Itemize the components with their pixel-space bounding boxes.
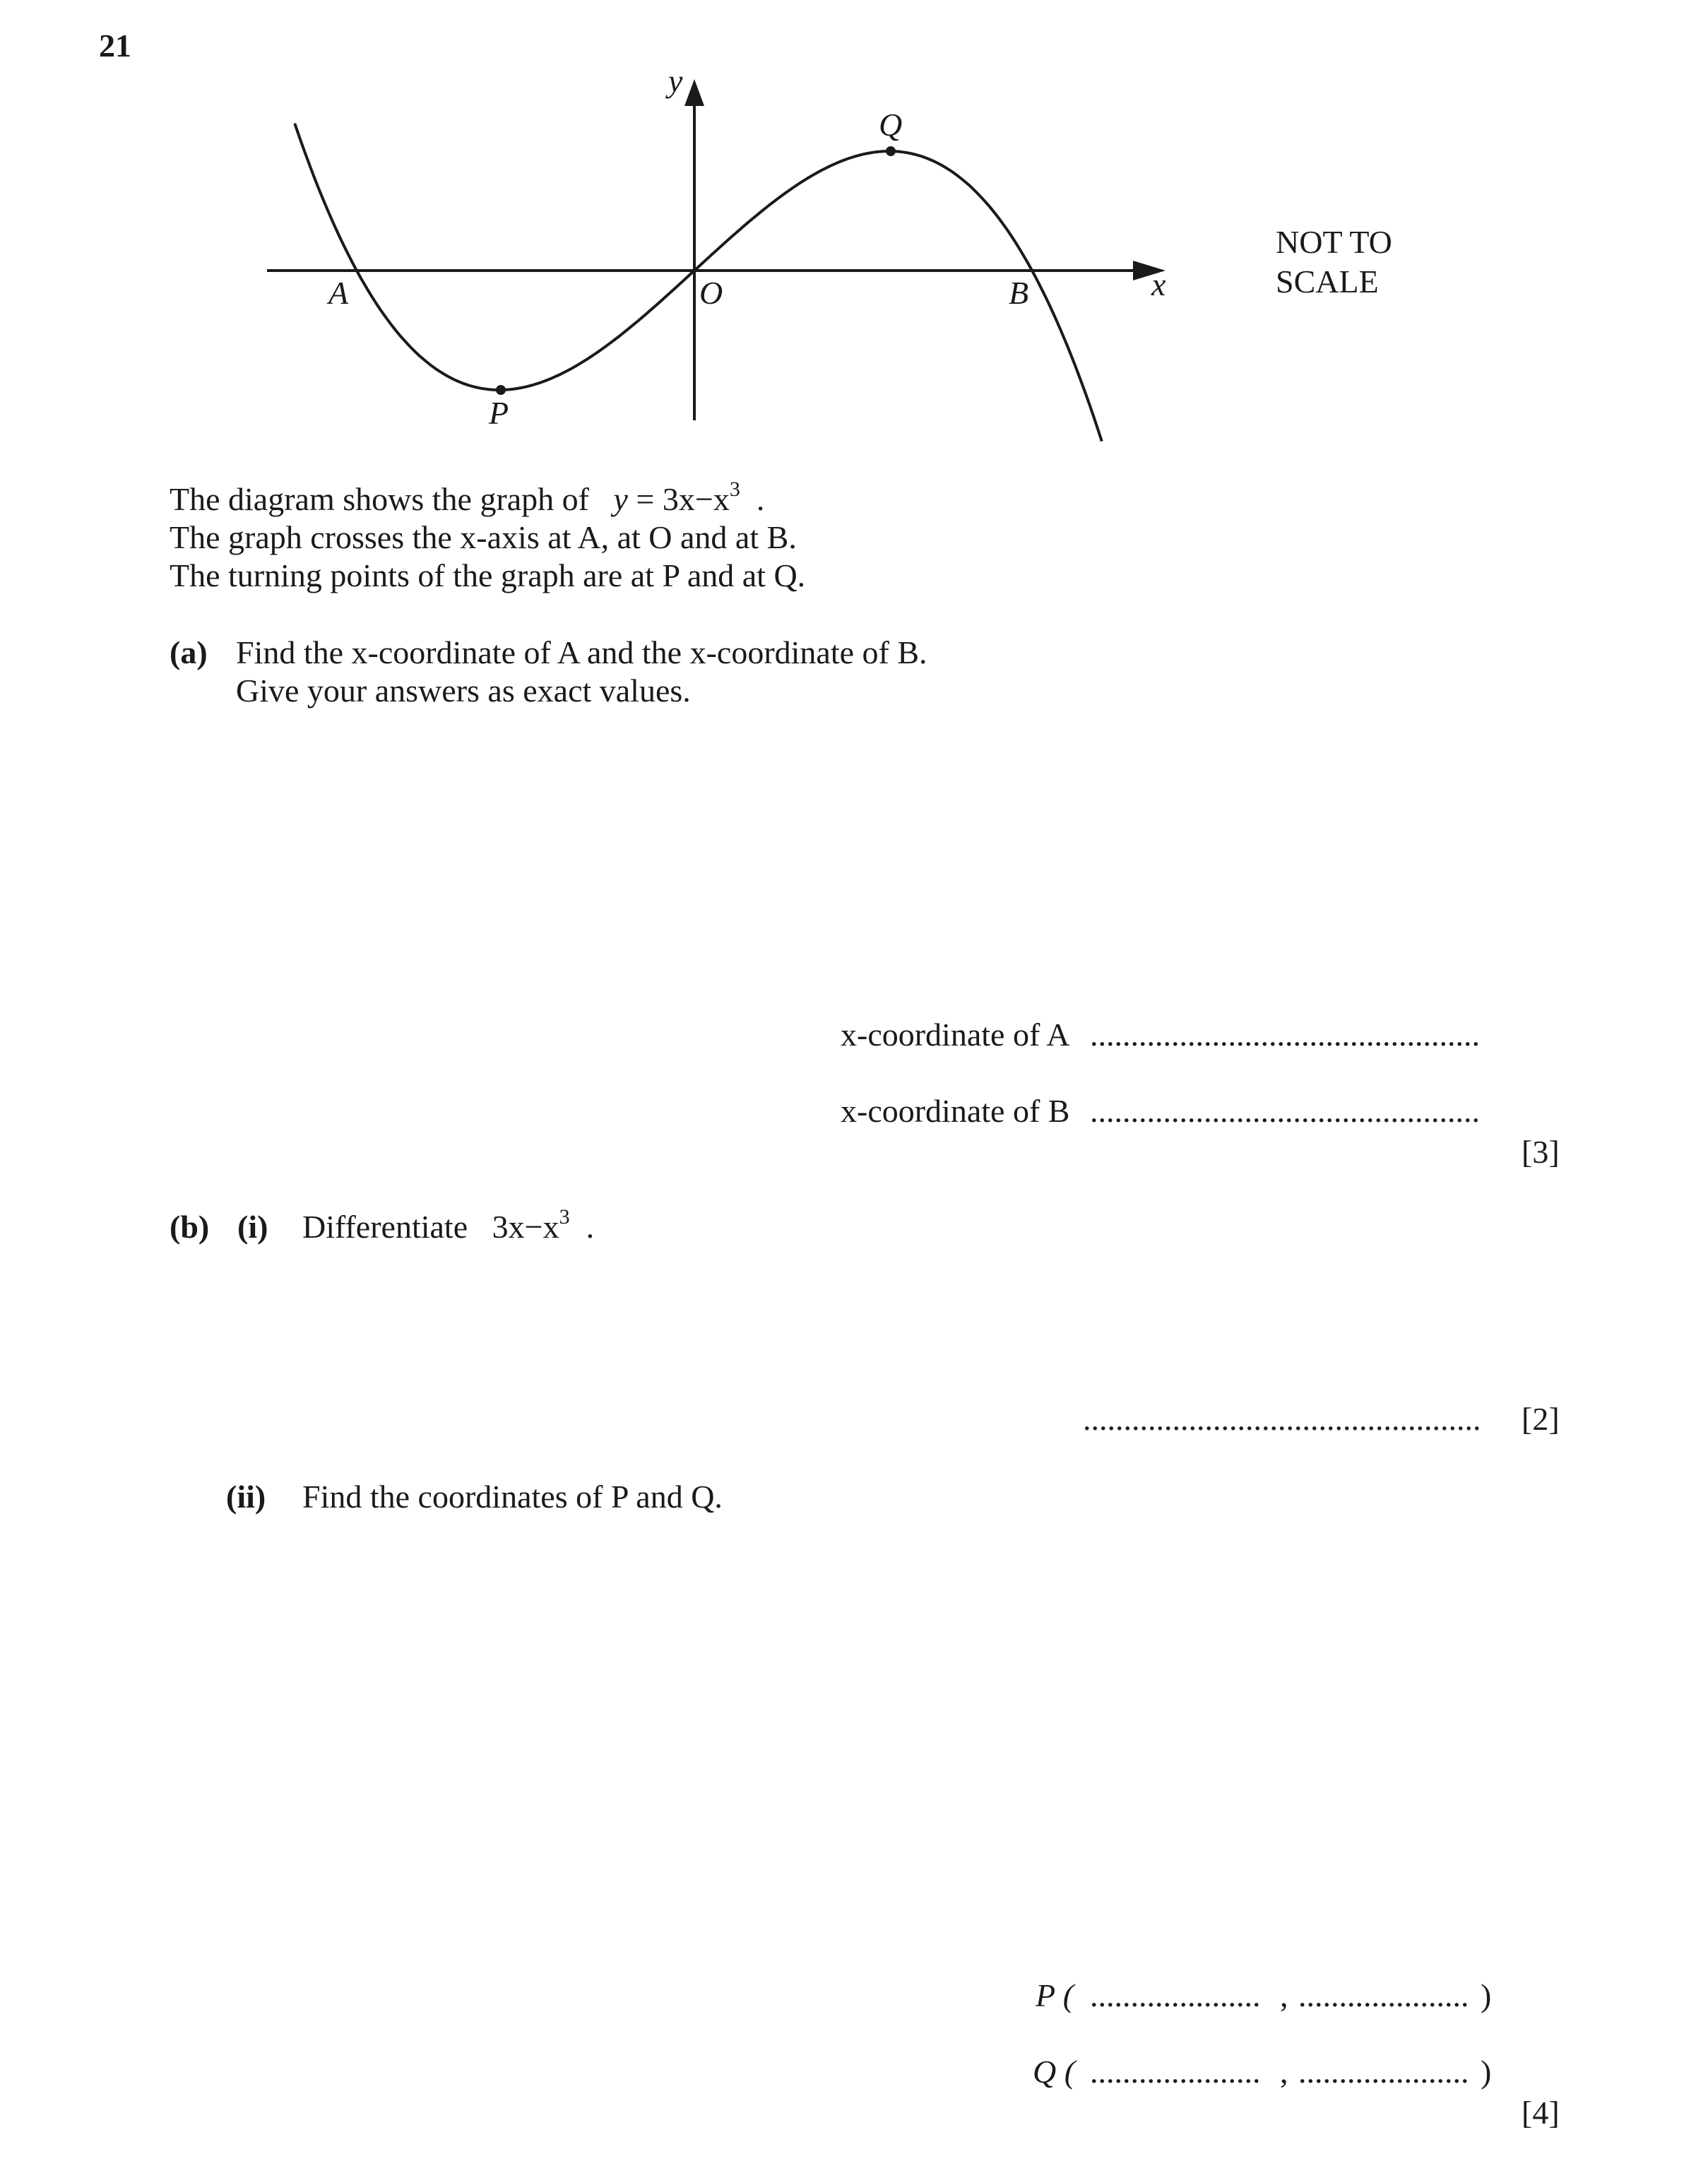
question-number: 21 <box>99 28 131 64</box>
answer-Q-label: Q ( <box>1033 2054 1076 2090</box>
label-O: O <box>699 275 723 311</box>
part-b-i-marks: [2] <box>1522 1401 1560 1437</box>
intro-line3: The turning points of the graph are at P and at Q. <box>170 557 806 593</box>
part-b-i-text: Differentiate $3x-x^3$ . <box>302 1204 595 1245</box>
answer-Q-comma: , <box>1280 2054 1288 2090</box>
answer-P-comma: , <box>1280 1977 1288 2013</box>
part-a-line1: Find the x-coordinate of A and the x-coordinate of B. <box>236 634 927 670</box>
x-axis-label: x <box>1151 266 1166 302</box>
answer-B-label: x-coordinate of B <box>841 1093 1070 1129</box>
part-b-ii-text: Find the coordinates of P and Q. <box>302 1479 723 1515</box>
cubic-graph-diagram <box>0 0 1708 495</box>
part-b-label: (b) <box>170 1209 210 1245</box>
label-A: A <box>328 275 349 311</box>
label-Q: Q <box>879 107 903 143</box>
not-to-scale-line2: SCALE <box>1276 264 1379 300</box>
answer-Q-close: ) <box>1481 2054 1492 2090</box>
part-a-marks: [3] <box>1522 1134 1560 1170</box>
answer-P-label: P ( <box>1036 1977 1074 2013</box>
point-Q-marker <box>886 146 896 156</box>
y-axis-arrow-icon <box>684 79 704 106</box>
answer-Q-y-field[interactable]: ..................... <box>1298 2054 1469 2090</box>
point-P-marker <box>496 385 506 395</box>
label-P: P <box>489 395 509 431</box>
equation-rhs: = 3x−x <box>636 481 730 517</box>
curve-line <box>295 124 1102 442</box>
answer-P-close: ) <box>1481 1977 1492 2013</box>
part-a-line2: Give your answers as exact values. <box>236 673 691 709</box>
label-B: B <box>1009 275 1029 311</box>
answer-Q-x-field[interactable]: ..................... <box>1090 2054 1261 2090</box>
answer-A-label: x-coordinate of A <box>841 1017 1070 1053</box>
part-b-i-answer-field[interactable]: ................................................. <box>1083 1401 1481 1437</box>
part-b-i-label: (i) <box>237 1209 268 1245</box>
part-b-i-expr: 3x−x <box>492 1209 559 1245</box>
y-axis-label: y <box>668 63 683 99</box>
answer-A-field[interactable]: ................................................ <box>1090 1017 1480 1053</box>
answer-B-field[interactable]: ................................................ <box>1090 1093 1480 1129</box>
answer-P-y-field[interactable]: ..................... <box>1298 1977 1469 2013</box>
part-b-ii-marks: [4] <box>1522 2095 1560 2131</box>
not-to-scale-line1: NOT TO <box>1276 224 1392 260</box>
intro-line1: The diagram shows the graph of $y = 3x-x^3$ . <box>170 477 765 517</box>
part-b-ii-label: (ii) <box>226 1479 266 1515</box>
intro-line2: The graph crosses the x-axis at A, at O and at B. <box>170 519 797 555</box>
part-a-label: (a) <box>170 634 208 670</box>
answer-P-x-field[interactable]: ..................... <box>1090 1977 1261 2013</box>
